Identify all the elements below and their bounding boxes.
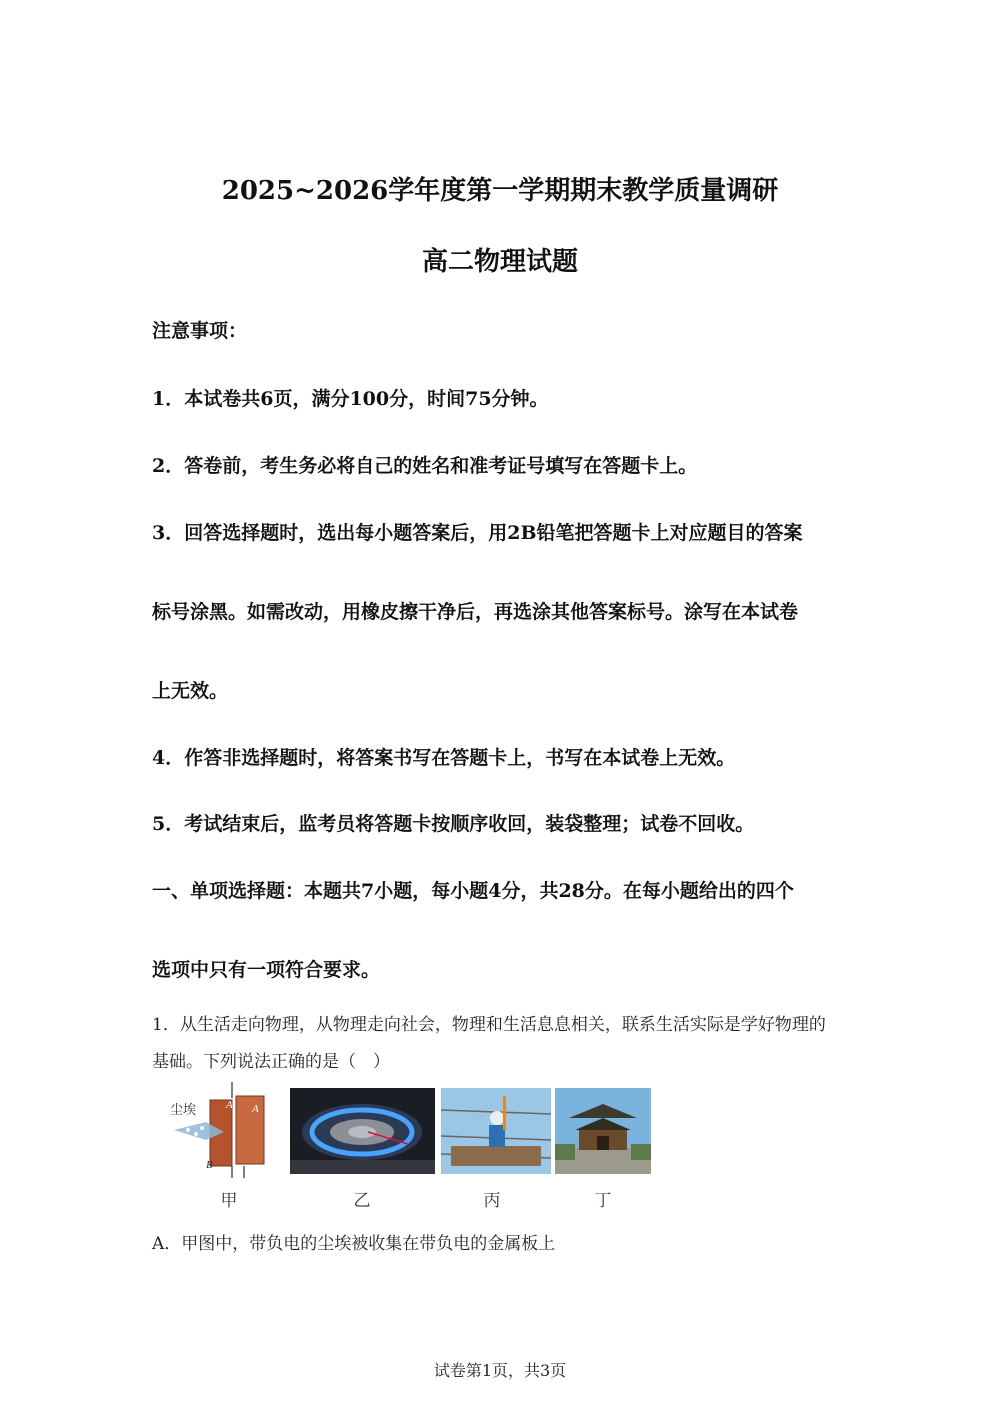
figure-gas-stove — [290, 1088, 435, 1174]
plate-label-a: A — [226, 1099, 233, 1111]
plate-label-a2: A — [252, 1103, 259, 1115]
dust-label: 尘埃 — [170, 1102, 197, 1117]
section-heading: 一、单项选择题：本题共7小题，每小题4分，共28分。在每小题给出的四个 — [152, 880, 794, 902]
figure-caption-ding: 丁 — [594, 1191, 612, 1211]
notice-line: 2．答卷前，考生务必将自己的姓名和准考证号填写在答题卡上。 — [152, 455, 698, 477]
section-heading-cont: 选项中只有一项符合要求。 — [152, 959, 381, 981]
figure-electrostatic-precipitator — [166, 1082, 276, 1178]
figure-caption-jia: 甲 — [220, 1191, 238, 1211]
notice-line: 标号涂黑。如需改动，用橡皮擦干净后，再选涂其他答案标号。涂写在本试卷 — [152, 601, 799, 623]
notice-line: 1．本试卷共6页，满分100分，时间75分钟。 — [152, 388, 549, 410]
plate-label-b: B — [206, 1159, 213, 1171]
notice-heading: 注意事项： — [152, 320, 248, 342]
question-1-stem: 1．从生活走向物理，从物理走向社会，物理和生活息息相关，联系生活实际是学好物理的 — [152, 1015, 826, 1035]
page-footer: 试卷第1页，共3页 — [433, 1361, 567, 1380]
notice-line: 5．考试结束后，监考员将答题卡按顺序收回，装袋整理；试卷不回收。 — [152, 813, 755, 835]
exam-title: 2025~2026学年度第一学期期末教学质量调研 — [221, 176, 779, 206]
question-1-stem-cont: 基础。下列说法正确的是（ ） — [152, 1052, 390, 1072]
figure-lineman-power-line — [441, 1088, 551, 1174]
figure-ancient-palace — [555, 1088, 651, 1174]
figure-caption-bing: 丙 — [483, 1191, 501, 1211]
notice-line: 3．回答选择题时，选出每小题答案后，用2B铅笔把答题卡上对应题目的答案 — [152, 522, 803, 544]
notice-line: 上无效。 — [152, 680, 229, 702]
notice-line: 4．作答非选择题时，将答案书写在答题卡上，书写在本试卷上无效。 — [152, 747, 736, 769]
exam-subtitle: 高二物理试题 — [421, 247, 578, 277]
figure-caption-yi: 乙 — [353, 1191, 371, 1211]
option-a: A．甲图中，带负电的尘埃被收集在带负电的金属板上 — [152, 1234, 556, 1254]
